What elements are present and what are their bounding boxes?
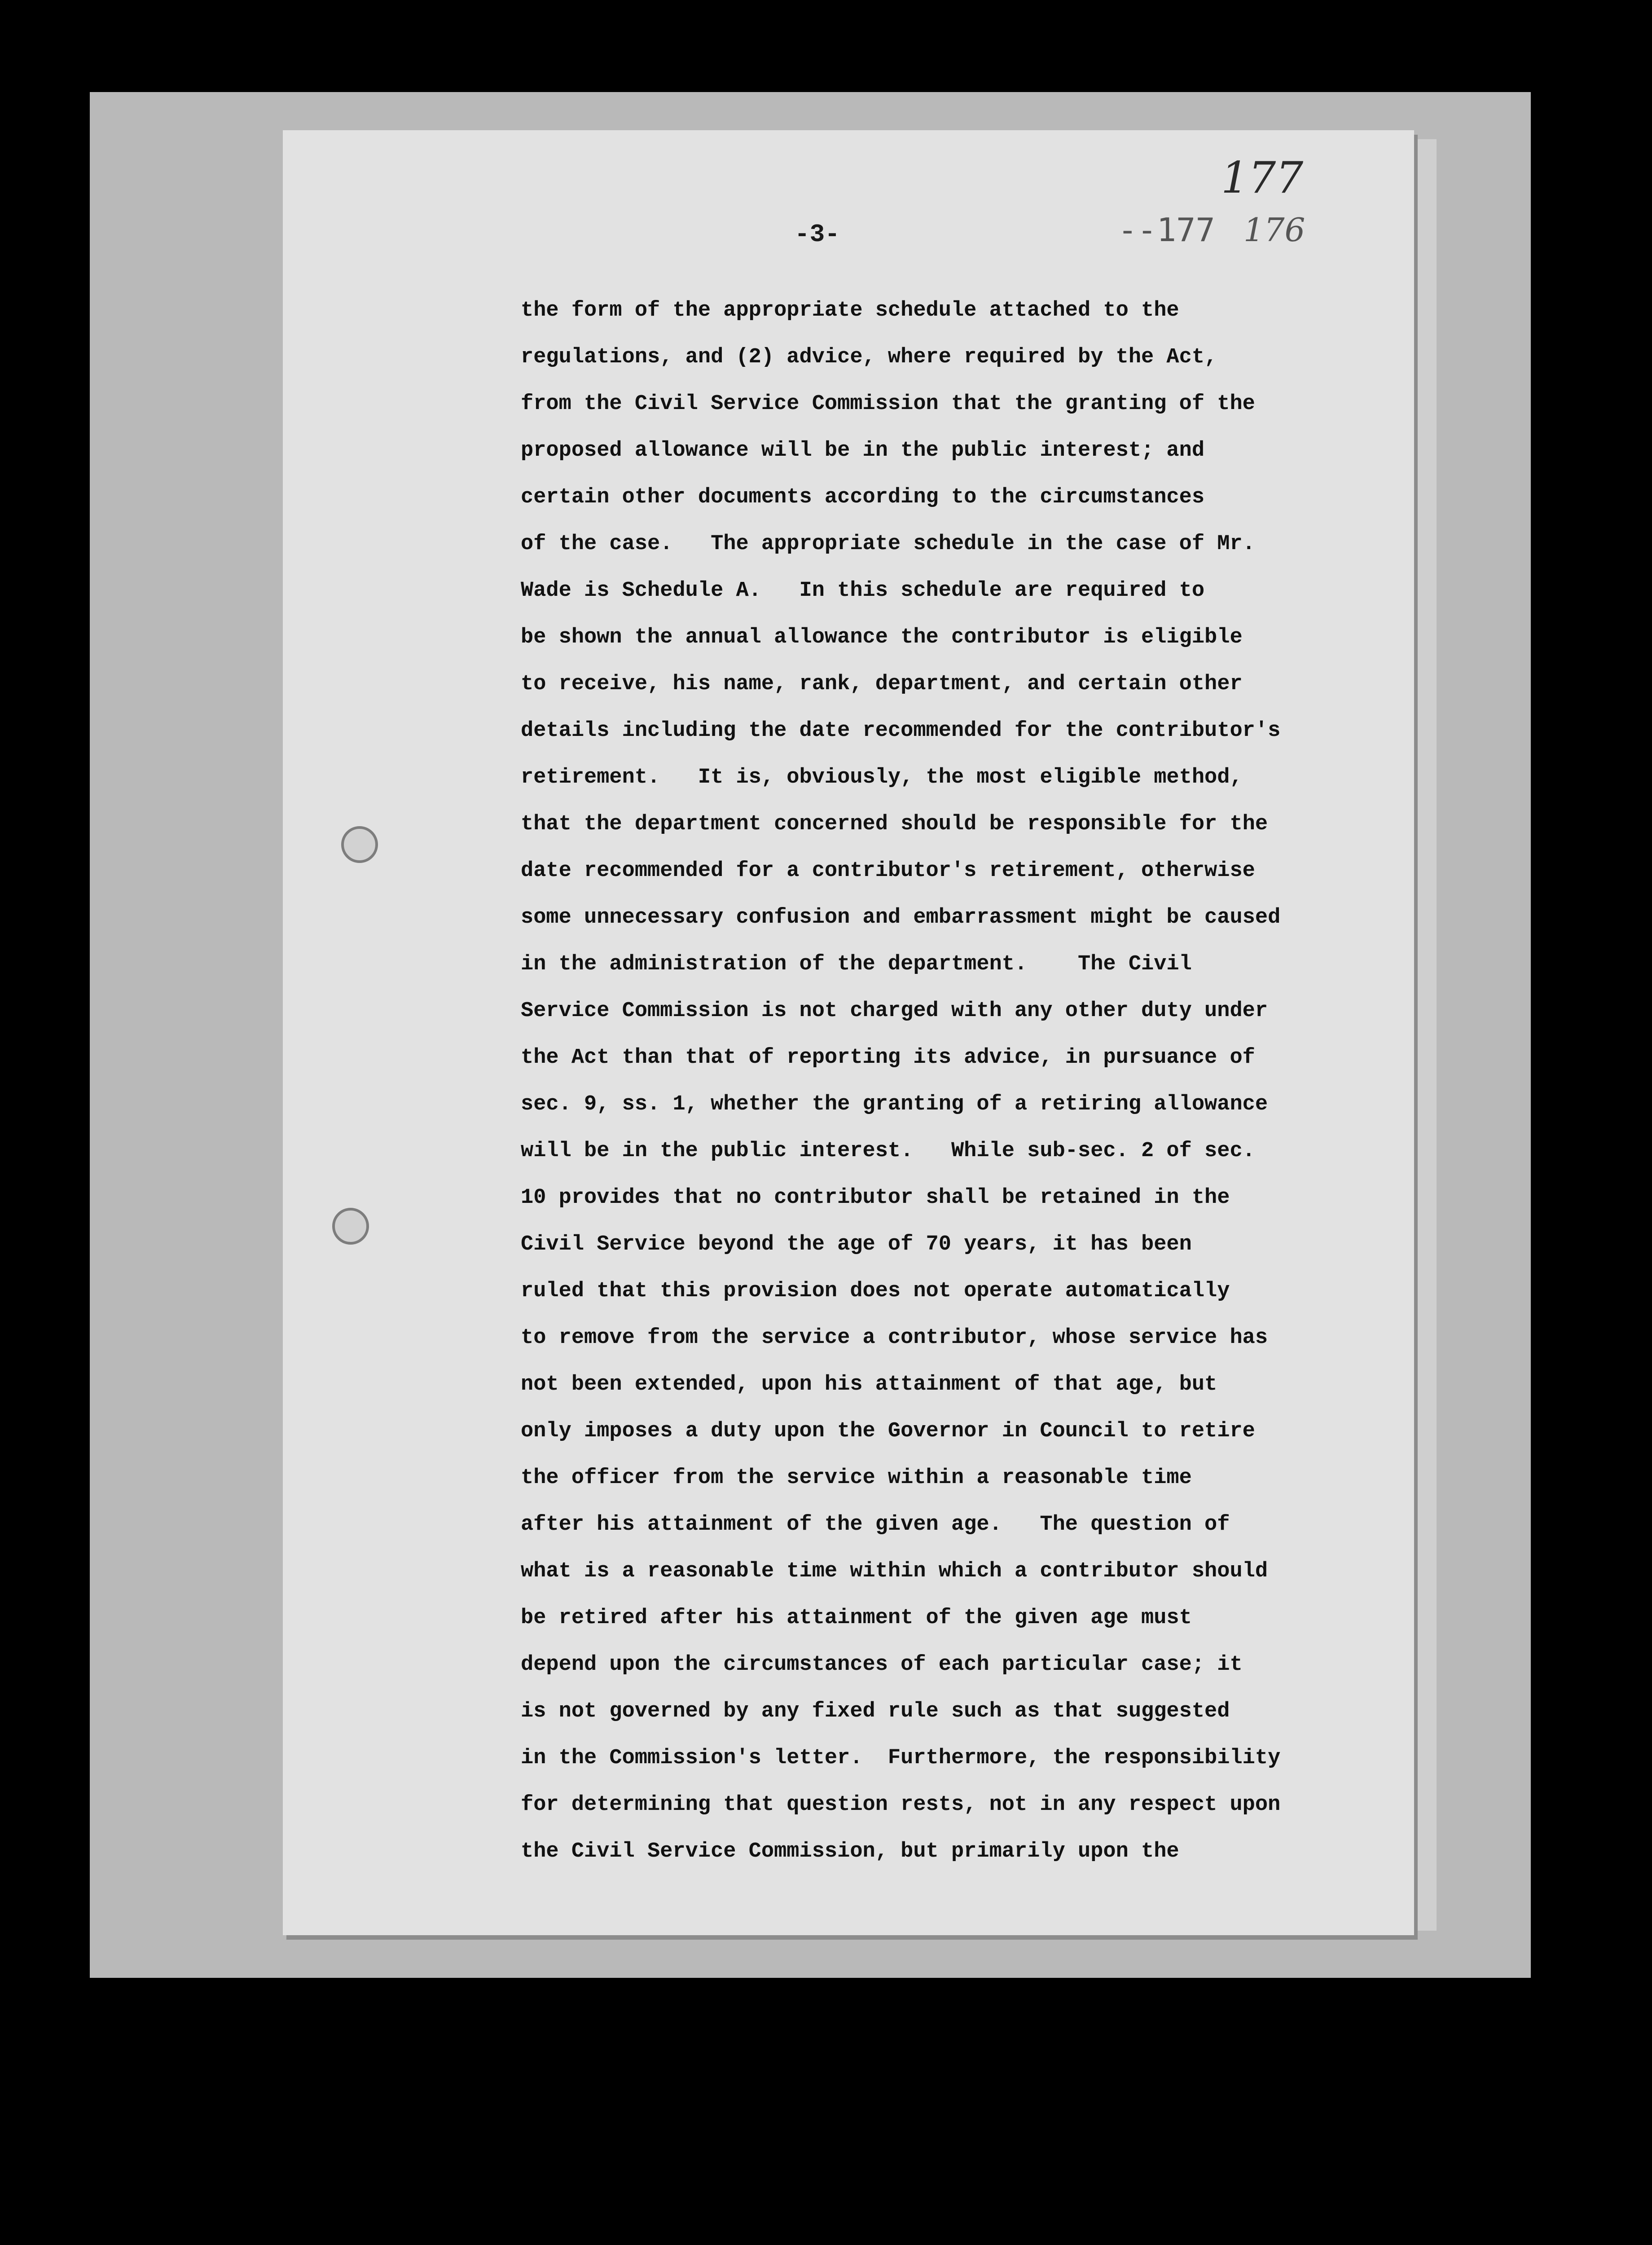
text-line: the Act than that of reporting its advice, in pursuance of [521, 1046, 1255, 1070]
text-line: of the case. The appropriate schedule in the case of Mr. [521, 532, 1255, 556]
text-line: proposed allowance will be in the public interest; and [521, 439, 1205, 462]
text-line: not been extended, upon his attainment of that age, but [521, 1373, 1217, 1396]
folio-handwritten: 177 [1221, 153, 1304, 203]
text-line: some unnecessary confusion and embarrassment might be caused [521, 906, 1281, 929]
text-line: that the department concerned should be responsible for the [521, 812, 1268, 836]
text-line: 10 provides that no contributor shall be retained in the [521, 1186, 1230, 1210]
text-line: the officer from the service within a reasonable time [521, 1466, 1192, 1490]
text-line: date recommended for a contributor's retirement, otherwise [521, 859, 1255, 883]
text-line: in the administration of the department. The Civil [521, 952, 1192, 976]
text-line: be retired after his attainment of the given age must [521, 1606, 1192, 1630]
text-line: for determining that question rests, not in any respect upon [521, 1793, 1281, 1817]
text-line: what is a reasonable time within which a contributor should [521, 1559, 1268, 1583]
folio-secondary: 176 [1243, 211, 1305, 249]
folio-stamp: --177 [1118, 211, 1215, 249]
punch-hole [341, 826, 378, 863]
page-number: -3- [795, 220, 840, 249]
text-line: certain other documents according to the circumstances [521, 485, 1205, 509]
text-line: depend upon the circumstances of each particular case; it [521, 1653, 1243, 1677]
text-line: is not governed by any fixed rule such as that suggested [521, 1699, 1230, 1723]
punch-hole [332, 1208, 369, 1245]
text-line: only imposes a duty upon the Governor in Council to retire [521, 1419, 1255, 1443]
text-line: Wade is Schedule A. In this schedule are required to [521, 579, 1205, 603]
text-line: from the Civil Service Commission that the granting of the [521, 392, 1255, 416]
text-line: sec. 9, ss. 1, whether the granting of a retiring allowance [521, 1092, 1268, 1116]
text-line: Civil Service beyond the age of 70 years, it has been [521, 1233, 1192, 1256]
text-line: Service Commission is not charged with any other duty under [521, 999, 1268, 1023]
text-line: will be in the public interest. While sub-sec. 2 of sec. [521, 1139, 1255, 1163]
text-line: after his attainment of the given age. The question of [521, 1513, 1230, 1536]
text-line: to remove from the service a contributor, whose service has [521, 1326, 1268, 1350]
text-line: regulations, and (2) advice, where required by the Act, [521, 345, 1217, 369]
text-line: be shown the annual allowance the contributor is eligible [521, 625, 1243, 649]
text-line: the Civil Service Commission, but primarily upon the [521, 1840, 1179, 1863]
text-line: to receive, his name, rank, department, and certain other [521, 672, 1243, 696]
text-line: in the Commission's letter. Furthermore, the responsibility [521, 1746, 1281, 1770]
body-text [521, 287, 1374, 1875]
text-line: ruled that this provision does not operate automatically [521, 1279, 1230, 1303]
text-line: retirement. It is, obviously, the most eligible method, [521, 766, 1243, 789]
text-line: details including the date recommended for the contributor's [521, 719, 1281, 743]
text-line: the form of the appropriate schedule attached to the [521, 299, 1179, 322]
